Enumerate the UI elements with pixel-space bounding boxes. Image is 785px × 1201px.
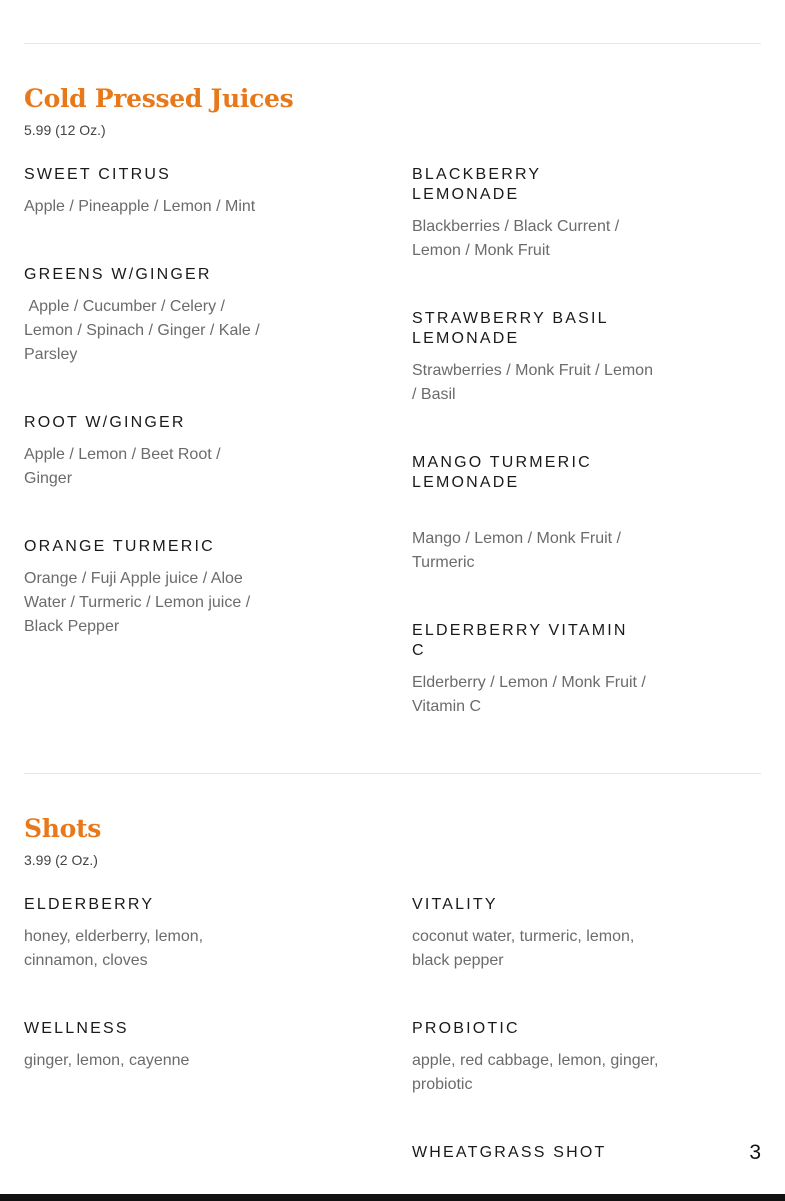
menu-item-description: Blackberries / Black Current / Lemon / Monk Fruit bbox=[412, 218, 620, 259]
menu-item-description: Apple / Pineapple / Lemon / Mint bbox=[24, 198, 256, 215]
menu-item-root-w-ginger bbox=[24, 413, 269, 491]
menu-item-greens-w-ginger bbox=[24, 265, 269, 367]
menu-item-description: Strawberries / Monk Fruit / Lemon / Basil bbox=[412, 362, 653, 403]
menu-item-name: VITALITY bbox=[412, 896, 498, 913]
menu-item-probiotic bbox=[412, 1019, 660, 1097]
menu-item-blackberry-lemonade bbox=[412, 165, 660, 263]
menu-item-name: ROOT W/GINGER bbox=[24, 414, 186, 431]
menu-item-elderberry bbox=[24, 895, 269, 973]
menu-item-name: STRAWBERRY BASIL LEMONADE bbox=[412, 310, 609, 347]
menu-item-wellness bbox=[24, 1019, 269, 1073]
menu-item-name: SWEET CITRUS bbox=[24, 166, 172, 183]
menu-item-vitality bbox=[412, 895, 660, 973]
menu-item-description: Elderberry / Lemon / Monk Fruit / Vitamin C bbox=[412, 674, 646, 715]
menu-item-name: PROBIOTIC bbox=[412, 1020, 520, 1037]
menu-item-description: Orange / Fuji Apple juice / Aloe Water / Turmeric / Lemon juice / Black Pepper bbox=[24, 570, 251, 635]
section-divider bbox=[24, 773, 761, 774]
menu-item-orange-turmeric bbox=[24, 537, 269, 639]
menu-item-name: MANGO TURMERIC LEMONADE bbox=[412, 454, 592, 491]
menu-item-description: Apple / Lemon / Beet Root / Ginger bbox=[24, 446, 221, 487]
menu-item-description: apple, red cabbage, lemon, ginger, probiotic bbox=[412, 1052, 659, 1093]
menu-item-wheatgrass-shot bbox=[412, 1143, 660, 1173]
menu-item-description: ginger, lemon, cayenne bbox=[24, 1052, 190, 1069]
section-price-cold-pressed-juices: 5.99 (12 Oz.) bbox=[24, 122, 106, 138]
menu-item-sweet-citrus bbox=[24, 165, 269, 219]
menu-item-description: coconut water, turmeric, lemon, black pepper bbox=[412, 928, 635, 969]
section-title-cold-pressed-juices: Cold Pressed Juices bbox=[24, 84, 294, 113]
section-title-shots: Shots bbox=[24, 814, 102, 843]
menu-item-description: honey, elderberry, lemon, cinnamon, cloves bbox=[24, 928, 204, 969]
menu-item-name: BLACKBERRY LEMONADE bbox=[412, 166, 542, 203]
menu-item-description: Apple / Cucumber / Celery / Lemon / Spinach / Ginger / Kale / Parsley bbox=[24, 298, 260, 363]
menu-item-elderberry-vitamin-c bbox=[412, 621, 660, 719]
section-price-shots: 3.99 (2 Oz.) bbox=[24, 852, 98, 868]
menu-item-description: Mango / Lemon / Monk Fruit / Turmeric bbox=[412, 530, 621, 571]
menu-item-name: ELDERBERRY VITAMIN C bbox=[412, 622, 628, 659]
page-number: 3 bbox=[749, 1141, 761, 1164]
menu-item-mango-turmeric-lemonade bbox=[412, 453, 660, 575]
menu-item-name: WELLNESS bbox=[24, 1020, 129, 1037]
menu-item-name: WHEATGRASS SHOT bbox=[412, 1144, 607, 1161]
menu-item-name: GREENS W/GINGER bbox=[24, 266, 212, 283]
section-divider-top bbox=[24, 43, 761, 44]
menu-item-name: ELDERBERRY bbox=[24, 896, 155, 913]
menu-item-strawberry-basil-lemonade bbox=[412, 309, 660, 407]
menu-item-name: ORANGE TURMERIC bbox=[24, 538, 215, 555]
bottom-bar bbox=[0, 1194, 785, 1201]
